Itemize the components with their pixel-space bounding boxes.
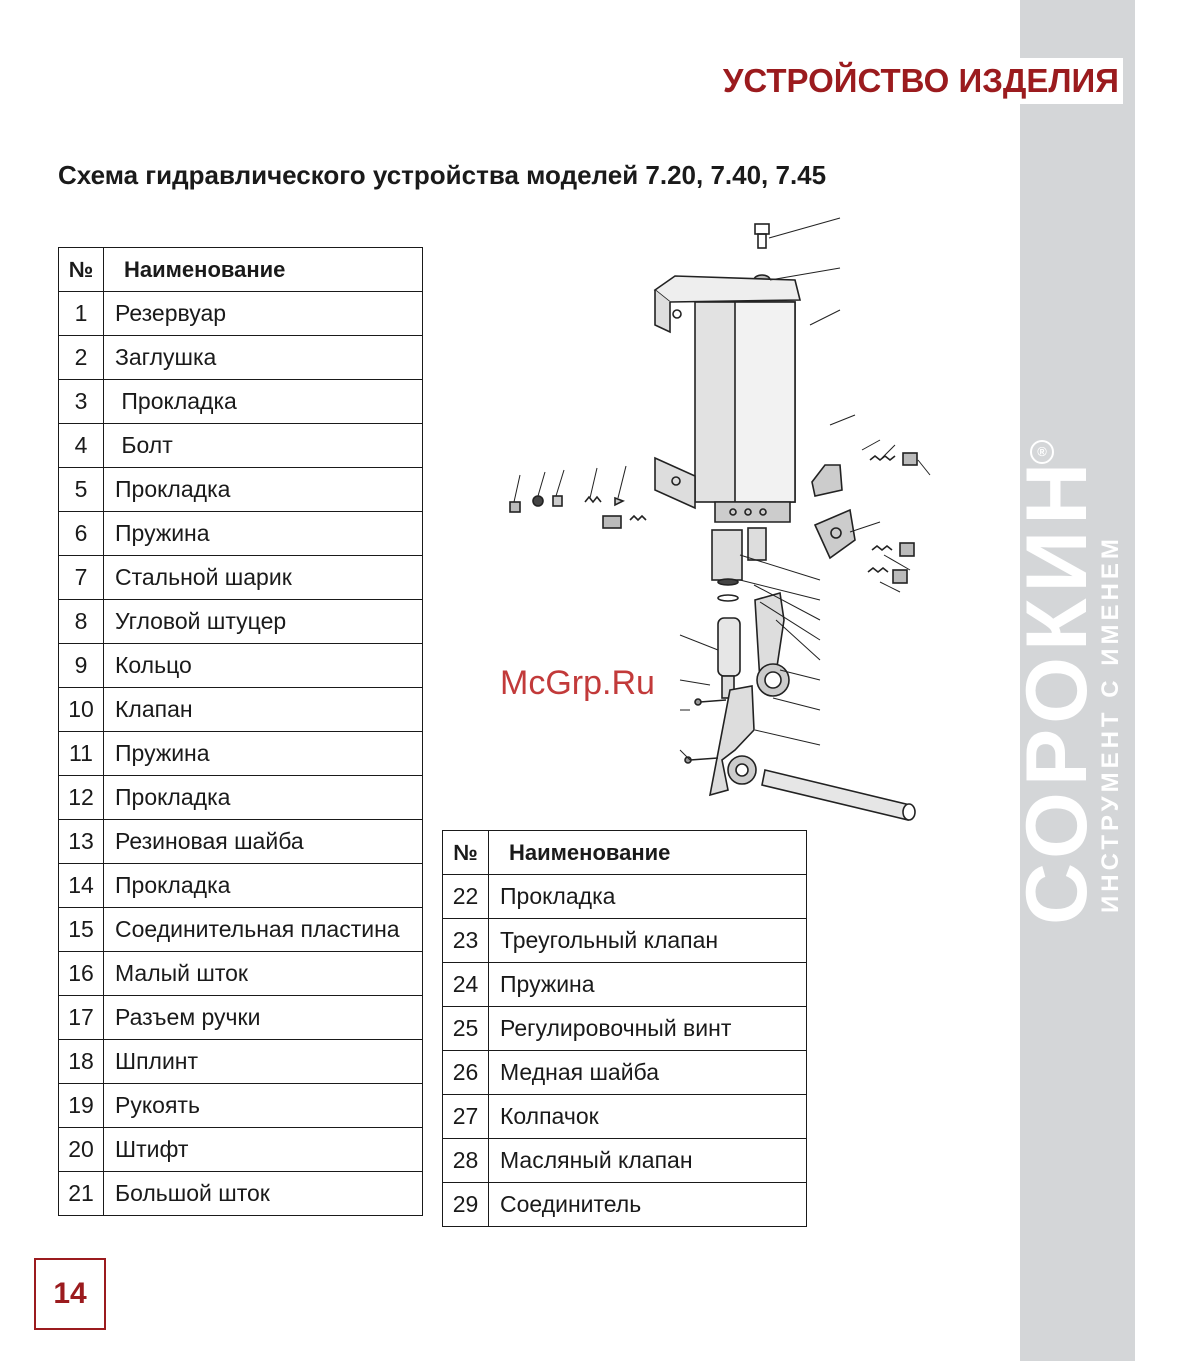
table-row bbox=[443, 1139, 807, 1183]
part-name: Масляный клапан bbox=[489, 1139, 807, 1183]
page-number: 14 bbox=[34, 1258, 106, 1330]
table-header-row bbox=[59, 248, 423, 292]
part-number: 25 bbox=[443, 1007, 489, 1051]
part-number: 15 bbox=[59, 908, 104, 952]
diagram-reservoir-top bbox=[655, 276, 800, 302]
part-name: Шплинт bbox=[104, 1040, 423, 1084]
diagram-handle bbox=[762, 770, 910, 820]
part-number: 26 bbox=[443, 1051, 489, 1095]
part-name: Рукоять bbox=[104, 1084, 423, 1128]
part-number: 2 bbox=[59, 336, 104, 380]
part-number: 14 bbox=[59, 864, 104, 908]
registered-mark: ® bbox=[1030, 440, 1054, 464]
table-row bbox=[59, 688, 423, 732]
table-row bbox=[59, 292, 423, 336]
part-number: 16 bbox=[59, 952, 104, 996]
column-header-name: Наименование bbox=[489, 831, 807, 875]
diagram-bolt bbox=[755, 224, 769, 234]
part-name: Прокладка bbox=[489, 875, 807, 919]
table-row bbox=[443, 1183, 807, 1227]
table-row bbox=[443, 1095, 807, 1139]
part-name: Малый шток bbox=[104, 952, 423, 996]
table-row bbox=[59, 1172, 423, 1216]
part-number: 19 bbox=[59, 1084, 104, 1128]
column-header-number: № bbox=[59, 248, 104, 292]
part-name: Пружина bbox=[104, 512, 423, 556]
part-name: Треугольный клапан bbox=[489, 919, 807, 963]
part-name: Прокладка bbox=[104, 468, 423, 512]
part-name: Прокладка bbox=[104, 776, 423, 820]
table-row bbox=[59, 644, 423, 688]
part-name: Прокладка bbox=[104, 864, 423, 908]
table-row bbox=[59, 380, 423, 424]
table-header-row bbox=[443, 831, 807, 875]
brand-name: СОРОКИН bbox=[1009, 456, 1105, 925]
part-number: 22 bbox=[443, 875, 489, 919]
part-name: Кольцо bbox=[104, 644, 423, 688]
part-number: 6 bbox=[59, 512, 104, 556]
part-name: Соединитель bbox=[489, 1183, 807, 1227]
table-row bbox=[59, 600, 423, 644]
diagram-triangle-valve bbox=[815, 510, 855, 558]
table-row bbox=[59, 864, 423, 908]
part-number: 7 bbox=[59, 556, 104, 600]
table-row bbox=[443, 1051, 807, 1095]
part-name: Соединительная пластина bbox=[104, 908, 423, 952]
brand-tagline: ИНСТРУМЕНТ С ИМЕНЕМ bbox=[1097, 535, 1124, 913]
part-name: Угловой штуцер bbox=[104, 600, 423, 644]
section-title: УСТРОЙСТВО ИЗДЕЛИЯ bbox=[711, 58, 1123, 104]
part-name: Разъем ручки bbox=[104, 996, 423, 1040]
part-number: 1 bbox=[59, 292, 104, 336]
part-name: Пружина bbox=[104, 732, 423, 776]
column-header-number: № bbox=[443, 831, 489, 875]
table-row bbox=[443, 963, 807, 1007]
table-row bbox=[443, 875, 807, 919]
part-number: 21 bbox=[59, 1172, 104, 1216]
part-name: Болт bbox=[104, 424, 423, 468]
parts-table-left bbox=[58, 247, 423, 1216]
table-row bbox=[59, 336, 423, 380]
part-number: 11 bbox=[59, 732, 104, 776]
parts-table-right bbox=[442, 830, 807, 1227]
table-row bbox=[59, 732, 423, 776]
part-name: Резиновая шайба bbox=[104, 820, 423, 864]
column-header-name: Наименование bbox=[104, 248, 423, 292]
table-row bbox=[59, 1040, 423, 1084]
table-row bbox=[59, 996, 423, 1040]
part-number: 10 bbox=[59, 688, 104, 732]
part-name: Пружина bbox=[489, 963, 807, 1007]
part-name: Прокладка bbox=[104, 380, 423, 424]
part-number: 8 bbox=[59, 600, 104, 644]
page-heading: Схема гидравлического устройства моделей 7.20, 7.40, 7.45 bbox=[58, 160, 827, 190]
table-row bbox=[443, 1007, 807, 1051]
brand-logo bbox=[1009, 0, 1135, 1361]
part-number: 5 bbox=[59, 468, 104, 512]
part-name: Резервуар bbox=[104, 292, 423, 336]
part-number: 23 bbox=[443, 919, 489, 963]
table-row bbox=[59, 952, 423, 996]
table-row bbox=[443, 919, 807, 963]
part-number: 24 bbox=[443, 963, 489, 1007]
part-name: Медная шайба bbox=[489, 1051, 807, 1095]
part-name: Большой шток bbox=[104, 1172, 423, 1216]
part-number: 29 bbox=[443, 1183, 489, 1227]
part-number: 3 bbox=[59, 380, 104, 424]
table-row bbox=[59, 1084, 423, 1128]
part-number: 27 bbox=[443, 1095, 489, 1139]
table-row bbox=[59, 908, 423, 952]
table-row bbox=[59, 468, 423, 512]
part-name: Колпачок bbox=[489, 1095, 807, 1139]
table-row bbox=[59, 776, 423, 820]
table-row bbox=[59, 1128, 423, 1172]
part-name: Стальной шарик bbox=[104, 556, 423, 600]
part-name: Заглушка bbox=[104, 336, 423, 380]
part-number: 17 bbox=[59, 996, 104, 1040]
table-row bbox=[59, 424, 423, 468]
part-number: 9 bbox=[59, 644, 104, 688]
table-row bbox=[59, 820, 423, 864]
watermark: McGrp.Ru bbox=[500, 664, 655, 702]
part-number: 18 bbox=[59, 1040, 104, 1084]
part-name: Регулировочный винт bbox=[489, 1007, 807, 1051]
part-number: 13 bbox=[59, 820, 104, 864]
part-name: Штифт bbox=[104, 1128, 423, 1172]
diagram-small-piston bbox=[718, 618, 740, 676]
table-row bbox=[59, 512, 423, 556]
part-number: 28 bbox=[443, 1139, 489, 1183]
part-number: 4 bbox=[59, 424, 104, 468]
part-number: 12 bbox=[59, 776, 104, 820]
part-number: 20 bbox=[59, 1128, 104, 1172]
part-name: Клапан bbox=[104, 688, 423, 732]
hydraulic-diagram bbox=[490, 210, 940, 830]
table-row bbox=[59, 556, 423, 600]
